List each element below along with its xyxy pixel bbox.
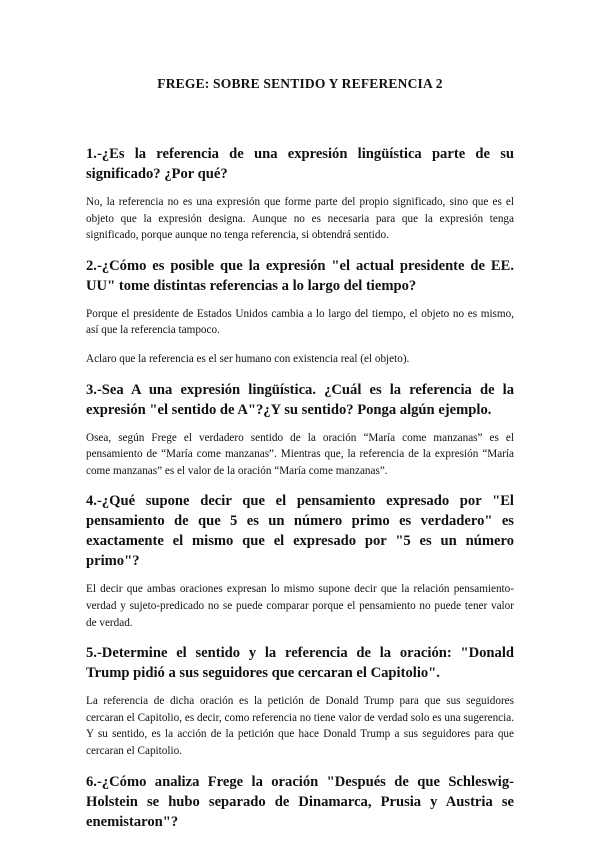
question-1: 1.-¿Es la referencia de una expresión lingüística parte de su significado? ¿Por qué? xyxy=(86,146,514,182)
answer-2-paragraph-2: Aclaro que la referencia es el ser humano con existencia real (el objeto). xyxy=(86,352,410,365)
section-1 xyxy=(86,144,514,244)
section-3 xyxy=(86,380,514,480)
answer-1-paragraph-1: No, la referencia no es una expresión que forme parte del propio significado, sino que es el objeto que la expresión designa. Aunque no es necesaria para que la expresión tenga significado, porque aunque no tenga referencia, si obtendrá sentido. xyxy=(86,196,514,242)
section-2 xyxy=(86,256,514,368)
question-3: 3.-Sea A una expresión lingüística. ¿Cuál es la referencia de la expresión "el sentido de A"?¿Y su sentido? Ponga algún ejemplo. xyxy=(86,381,514,418)
answer-3-paragraph-1: Osea, según Frege el verdadero sentido de la oración “María come manzanas” es el pensamiento de “María come manzanas”. Mientras que, la referencia de la expresión “María come manzanas” es el valor de la oración “María come manzanas”. xyxy=(86,431,514,477)
question-5: 5.-Determine el sentido y la referencia de la oración: "Donald Trump pidió a sus seguidores que cercaran el Capitolio". xyxy=(86,645,514,682)
document-title: FREGE: SOBRE SENTIDO Y REFERENCIA 2 xyxy=(157,76,443,91)
question-2: 2.-¿Cómo es posible que la expresión "el actual presidente de EE. UU" tome distintas referencias a lo largo del tiempo? xyxy=(86,257,514,294)
question-4: 4.-¿Qué supone decir que el pensamiento expresado por "El pensamiento de que 5 es un número primo es verdadero" es exactamente el mismo que el expresado por "5 es un número primo"? xyxy=(86,493,514,570)
section-6 xyxy=(86,772,514,832)
section-5 xyxy=(86,643,514,759)
answer-5-paragraph-1: La referencia de dicha oración es la petición de Donald Trump para que sus seguidores cercaran el Capitolio, es decir, como referencia no tiene valor de verdad solo es una sugerencia. Y su sentido, es la acción de la petición que hace Donald Trump a sus seguidores para que cercaran el Capitolio. xyxy=(86,695,514,757)
answer-2-paragraph-1: Porque el presidente de Estados Unidos cambia a lo largo del tiempo, el objeto no es mismo, así que la referencia tampoco. xyxy=(86,307,514,337)
question-6: 6.-¿Cómo analiza Frege la oración "Después de que Schleswig-Holstein se hubo separado de Dinamarca, Prusia y Austria se enemistaron"? xyxy=(86,773,514,830)
answer-4-paragraph-1: El decir que ambas oraciones expresan lo mismo supone decir que la relación pensamiento-verdad y sujeto-predicado no se puede comparar porque el pensamiento no puede tener valor de verdad. xyxy=(86,583,514,629)
section-4 xyxy=(86,491,514,631)
